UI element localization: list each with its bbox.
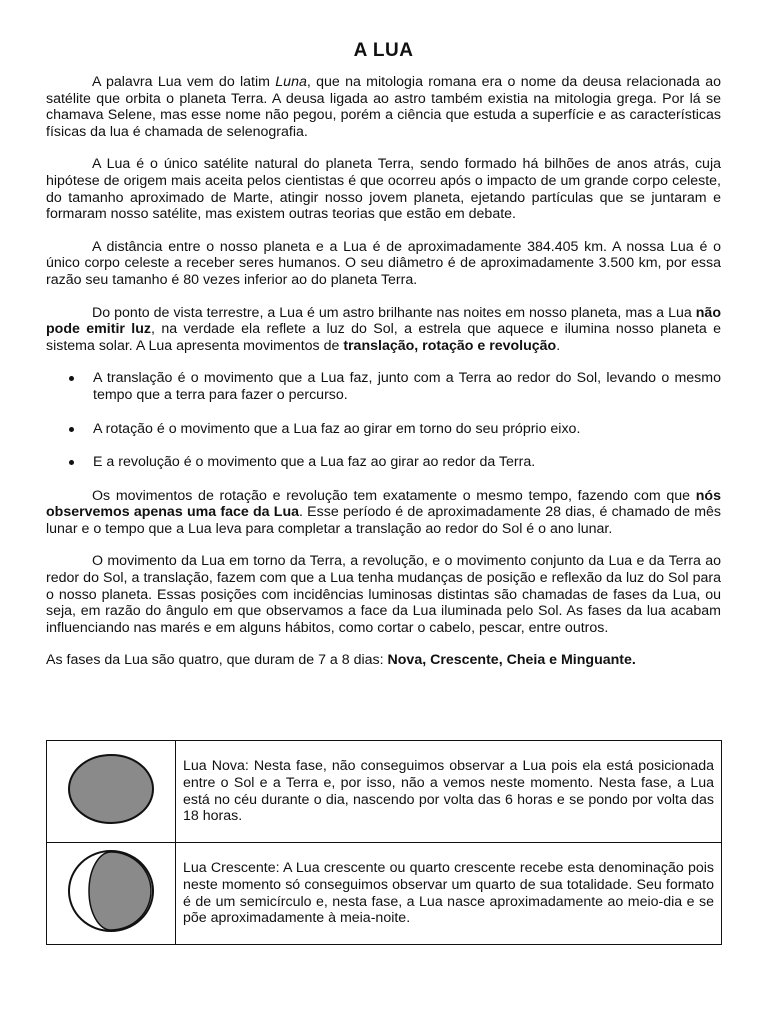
text-span: , que na mitologia romana era o nome da deusa relacionada ao satélite que orbita o planeta Terra. A deusa ligada ao astro também existia na mitologia grega. Por lá se chamava Selene, mas esse nome não pegou, porém a ciência que estuda a superfície e as características físicas da lua é chamada de selenografia.: [46, 74, 722, 140]
paragraph-distance: A distância entre o nosso planeta e a Lua é de aproximadamente 384.405 km. A nossa Lua é o único corpo celeste a receber seres humanos. O seu diâmetro é de aproximadamente 3.500 km, por essa razão seu tamanho é 80 vezes inferior ao do planeta Terra.: [46, 238, 721, 288]
table-row: [47, 843, 722, 945]
page-title: A LUA: [353, 40, 414, 61]
new-moon-icon: [65, 753, 157, 825]
paragraph-etymology: [46, 74, 721, 140]
bold-phrase: não pode emitir luz: [46, 304, 721, 338]
bold-phrase: nós observemos apenas uma face da Lua: [46, 487, 721, 521]
text-span: As fases da Lua são quatro, que duram de 7 a 8 dias:: [46, 652, 388, 669]
document-page: [46, 40, 721, 685]
phase-description: Lua Nova: Nesta fase, não conseguimos observar a Lua pois ela está posicionada entre o Sol e a Terra e, por isso, não a vemos neste momento. Nesta fase, a Lua está no céu durante o dia, nascendo por volta das 6 horas e se pondo por volta das 18 horas.: [176, 741, 722, 843]
text-span: . Esse período é de aproximadamente 28 dias, é chamado de mês lunar e o tempo que a Lua leva para completar a translação ao redor do Sol é o ano lunar.: [46, 504, 721, 537]
text-span: , na verdade ela reflete a luz do Sol, a estrela que aquece e ilumina nosso planeta e sistema solar. A Lua apresenta movimentos de: [46, 321, 721, 354]
phase-icon-cell: [47, 741, 176, 843]
paragraph-movements: [46, 305, 721, 355]
list-item: A rotação é o movimento que a Lua faz ao girar em torno do seu próprio eixo.: [46, 421, 721, 438]
phase-description: Lua Crescente: A Lua crescente ou quarto crescente recebe esta denominação pois neste momento só conseguimos observar um quarto de sua totalidade. Seu formato é de um semicírculo e, nesta fase, a Lua nasce aproximadamente ao meio-dia e se põe aproximadamente à meia-noite.: [176, 843, 722, 945]
paragraph-origin: A Lua é o único satélite natural do planeta Terra, sendo formado há bilhões de anos atrás, cuja hipótese de origem mais aceita pelos cientistas é que ocorreu após o impacto de um grande corpo celeste, do tamanho aproximado de Marte, atingir nosso jovem planeta, ejetando partículas que se juntaram e formaram nosso satélite, mas existem outras teorias que estão em debate.: [46, 156, 721, 223]
paragraph-lunar-month: [46, 488, 721, 538]
text-span: Os movimentos de rotação e revolução tem exatamente o mesmo tempo, fazendo com que: [92, 487, 696, 504]
crescent-moon-icon: [65, 849, 157, 933]
list-item: E a revolução é o movimento que a Lua faz ao girar ao redor da Terra.: [46, 454, 721, 471]
moon-phases-table: [46, 740, 722, 945]
list-item: A translação é o movimento que a Lua faz, junto com a Terra ao redor do Sol, levando o mesmo tempo que a terra para fazer o percurso.: [46, 370, 721, 403]
paragraph-phases-list: [46, 652, 721, 669]
bold-phrase: translação, rotação e revolução: [343, 337, 557, 354]
text-span: A palavra Lua vem do latim: [92, 74, 276, 90]
paragraph-phases-intro: O movimento da Lua em torno da Terra, a revolução, e o movimento conjunto da Lua e da Terra ao redor do Sol, a translação, fazem com que a Lua tenha mudanças de posição e reflexão da luz do Sol para o nosso planeta. Essas posições com incidências luminosas distintas são chamadas de fases da Lua, ou seja, em razão do ângulo em que observamos a face da Lua iluminada pelo Sol. As fases da lua acabam influenciando nas marés e em alguns hábitos, como cortar o cabelo, pescar, entre outros.: [46, 553, 721, 636]
table-row: [47, 741, 722, 843]
phase-icon-cell: [47, 843, 176, 945]
text-span: Do ponto de vista terrestre, a Lua é um astro brilhante nas noites em nosso planeta, mas a Lua: [92, 304, 696, 321]
italic-term: Luna: [275, 74, 307, 90]
bold-phrase: Nova, Crescente, Cheia e Minguante.: [387, 652, 636, 669]
movement-list: [46, 370, 721, 470]
text-span: .: [556, 337, 561, 354]
